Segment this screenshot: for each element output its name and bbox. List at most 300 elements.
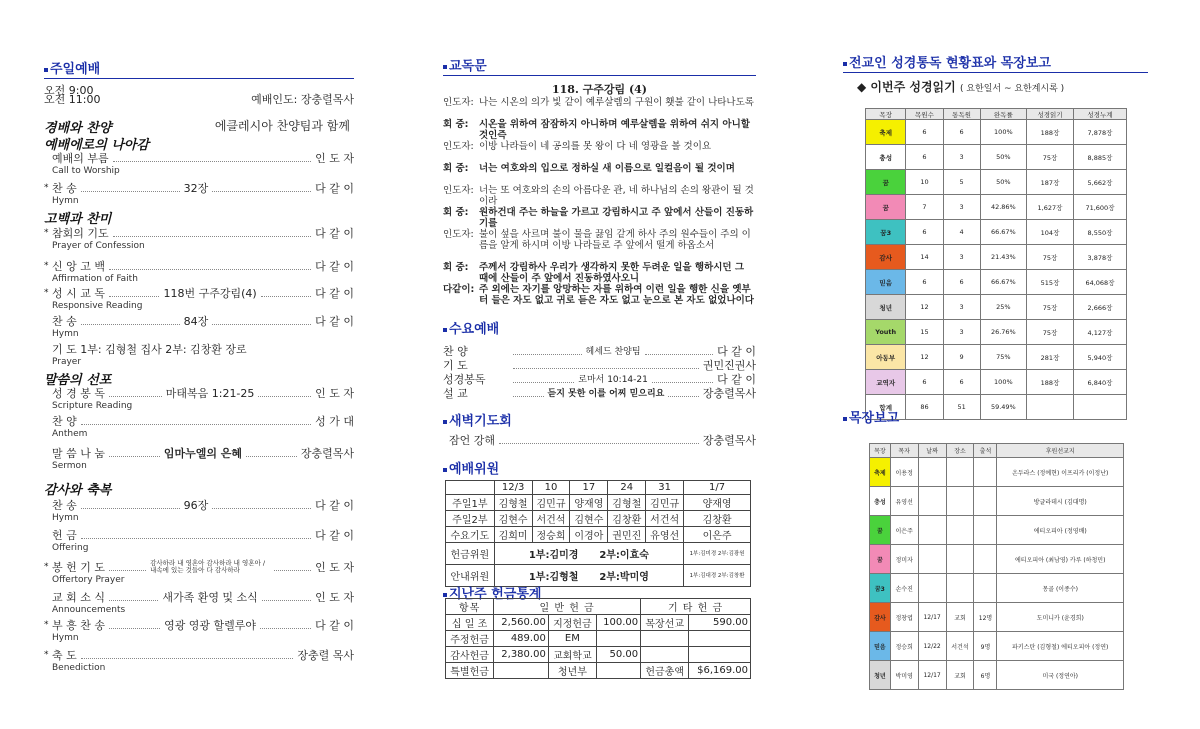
standing-mark: *: [44, 649, 49, 660]
offering-head: 항목: [446, 599, 494, 615]
table-head: 후원선교지: [997, 444, 1124, 458]
responsive-line: [443, 142, 756, 153]
order-detail: 32장: [183, 181, 209, 195]
group-name: 합계: [866, 395, 906, 420]
group-name: 아동부: [866, 345, 906, 370]
committee-cell: 김창환: [608, 511, 646, 527]
table-cell: 4,127장: [1073, 320, 1126, 345]
committee-head: [446, 481, 495, 495]
order-item: [44, 225, 354, 240]
group-name: 교역자: [866, 370, 906, 395]
table-cell: 12: [906, 345, 943, 370]
order-label: 찬 송: [52, 181, 77, 195]
table-cell: 손수진: [890, 574, 918, 603]
offering-cell: 청년부: [548, 663, 596, 679]
table-cell: 187장: [1027, 170, 1074, 195]
offering-cell: $6,169.00: [689, 663, 751, 679]
table-cell: [918, 516, 946, 545]
order-item: [44, 313, 354, 328]
table-cell: 에티오피아 (최남영) 카루 (하청민): [997, 545, 1124, 574]
order-detail: 새가족 환영 및 소식: [162, 590, 258, 604]
group-name: Youth: [866, 320, 906, 345]
wed-detail: 헤세드 찬양팀: [585, 347, 641, 357]
group-name: 감사: [866, 245, 906, 270]
order-detail: 감사하라 내 영혼아 감사하라 내 영혼아 / 내속에 있는 것들아 다 감사하라: [150, 558, 268, 574]
offering-cell: [689, 631, 751, 647]
table-cell: 6,840장: [1073, 370, 1126, 395]
table-head: 성경읽기: [1027, 109, 1074, 120]
committee-cell: 권민진: [608, 527, 646, 543]
speaker: 회 중:: [443, 119, 469, 130]
order-label: 헌 금: [52, 528, 77, 542]
table-cell: 3: [943, 195, 980, 220]
section-title-offering: 지난주 헌금통계: [443, 583, 743, 603]
table-cell: 7: [906, 195, 943, 220]
committee-cell: 김현수: [570, 511, 608, 527]
responsive-line: [443, 208, 756, 229]
order-label: 찬 송: [52, 498, 77, 512]
order-english: Hymn: [52, 633, 79, 643]
section-title-wednesday: 수요예배: [443, 318, 743, 338]
responsive-line: [443, 285, 756, 306]
standing-mark: *: [44, 287, 49, 298]
speaker: 회 중:: [443, 163, 469, 174]
table-cell: 10: [906, 170, 943, 195]
order-english: Responsive Reading: [52, 301, 143, 311]
committee-cell: 정승희: [532, 527, 570, 543]
speaker: 회 중:: [443, 262, 469, 273]
order-label: 성 시 교 독: [52, 286, 105, 300]
table-cell: 100%: [980, 120, 1026, 145]
order-english: Call to Worship: [52, 166, 120, 176]
order-english: Hymn: [52, 513, 79, 523]
speaker: 회 중:: [443, 207, 469, 218]
offering-cell: 100.00: [596, 615, 640, 631]
group-name: 축제: [866, 120, 906, 145]
order-label: 신 앙 고 백: [52, 259, 105, 273]
wed-detail: 로마서 10:14-21: [578, 375, 648, 385]
order-english: Scripture Reading: [52, 401, 133, 411]
order-label: 찬 양: [52, 414, 77, 428]
table-cell: 14: [906, 245, 943, 270]
standing-mark: *: [44, 260, 49, 271]
order-person: 다 같 이: [315, 181, 354, 195]
offering-cell: [596, 631, 640, 647]
heading-approach: 예배에로의 나아감: [44, 138, 149, 153]
table-head: 목자: [890, 444, 918, 458]
offering-cell: 지정헌금: [548, 615, 596, 631]
table-cell: 50%: [980, 145, 1026, 170]
table-cell: [974, 516, 997, 545]
table-cell: 12/17: [918, 661, 946, 690]
group-name: 꿈: [866, 195, 906, 220]
table-cell: 6: [906, 145, 943, 170]
table-cell: 6: [943, 120, 980, 145]
committee-cell: 김현수: [494, 511, 532, 527]
group-name: 꿈: [866, 170, 906, 195]
order-item: [44, 617, 354, 632]
table-cell: 51: [943, 395, 980, 420]
wed-label: 설 교: [443, 386, 468, 400]
offering-cell: EM: [548, 631, 596, 647]
table-cell: 75장: [1027, 320, 1074, 345]
table-cell: 4: [943, 220, 980, 245]
table-cell: 3,878장: [1073, 245, 1126, 270]
table-cell: [946, 516, 974, 545]
table-cell: 86: [906, 395, 943, 420]
order-person: 인 도 자: [315, 151, 354, 165]
table-cell: 6: [906, 120, 943, 145]
wed-person: 다 같 이: [717, 344, 756, 358]
table-cell: 25%: [980, 295, 1026, 320]
group-name: 감사: [870, 603, 891, 632]
table-cell: 3: [943, 145, 980, 170]
order-detail: 96장: [183, 498, 209, 512]
group-name: 청년: [866, 295, 906, 320]
order-detail: 영광 영광 할렐루야: [164, 618, 257, 632]
section-title-sunday: 주일예배: [44, 58, 354, 79]
table-cell: 서건석: [946, 632, 974, 661]
responsive-line: [443, 230, 756, 251]
table-cell: 5,662장: [1073, 170, 1126, 195]
order-item: [44, 527, 354, 542]
order-item: [44, 150, 354, 165]
wednesday-row: [443, 385, 756, 400]
speaker: 인도자:: [443, 141, 474, 152]
group-name: 축제: [870, 458, 891, 487]
table-cell: [918, 487, 946, 516]
committee-head: 24: [608, 481, 646, 495]
table-cell: 281장: [1027, 345, 1074, 370]
order-label: 기 도 1부: 김형철 집사 2부: 김창환 장로: [52, 342, 247, 356]
order-item: [44, 445, 354, 460]
standing-mark: *: [44, 182, 49, 193]
offering-head: 기 타 헌 금: [641, 599, 751, 615]
table-cell: 75장: [1027, 245, 1074, 270]
response-text: 이방 나라들이 네 공의를 못 왕이 다 네 영광을 볼 것이요: [479, 141, 712, 152]
table-cell: 박미영: [890, 661, 918, 690]
group-name: 꿈: [870, 516, 891, 545]
order-english: Hymn: [52, 329, 79, 339]
table-cell: 3: [943, 320, 980, 345]
section-title-mokjang: 목장보고: [843, 407, 963, 427]
committee-head: 10: [532, 481, 570, 495]
table-cell: 8,885장: [1073, 145, 1126, 170]
group-name: 꿈3: [870, 574, 891, 603]
table-cell: 12/22: [918, 632, 946, 661]
group-name: 꿈3: [866, 220, 906, 245]
order-person: 다 같 이: [315, 314, 354, 328]
table-cell: 7,878장: [1073, 120, 1126, 145]
order-english: Prayer of Confession: [52, 241, 145, 251]
table-cell: 59.49%: [980, 395, 1026, 420]
committee-cell: 김민규: [532, 495, 570, 511]
table-cell: 6: [906, 270, 943, 295]
order-item: [44, 589, 354, 604]
order-english: Prayer: [52, 357, 82, 367]
committee-head: 1/7: [684, 481, 751, 495]
dawn-row: 잠언 강해 장충렬목사: [449, 433, 756, 447]
table-cell: 미국 (정연아): [997, 661, 1124, 690]
committee-cell: 김희미: [494, 527, 532, 543]
heading-word: 말씀의 선포: [44, 373, 112, 388]
offering-cell: 50.00: [596, 647, 640, 663]
table-cell: [974, 574, 997, 603]
offering-cell: [641, 631, 689, 647]
response-text: 주께서 강림하사 우리가 생각하지 못한 두려운 일을 행하시던 그 때에 산들이 주 앞에서 진동하였사오니: [479, 262, 745, 284]
section-title-committee: 예배위원: [443, 458, 743, 478]
table-cell: [1073, 395, 1126, 420]
reading-title: 118. 구주강림 (4): [551, 83, 648, 96]
wed-person: 권민진권사: [702, 358, 756, 372]
section-title-dawn: 새벽기도회: [443, 410, 743, 430]
order-person: 다 같 이: [315, 528, 354, 542]
standing-mark: *: [44, 227, 49, 238]
table-cell: [946, 574, 974, 603]
section-title-bible: 전교인 성경통독 현황표와 목장보고: [843, 52, 1148, 73]
table-cell: 방글라데시 (김대명): [997, 487, 1124, 516]
standing-mark: *: [44, 619, 49, 630]
offering-cell: 2,380.00: [494, 647, 549, 663]
table-cell: 이은주: [890, 516, 918, 545]
wed-person: 다 같 이: [717, 372, 756, 386]
group-name: 청년: [870, 661, 891, 690]
table-cell: 6명: [974, 661, 997, 690]
order-person: 인 도 자: [315, 590, 354, 604]
table-cell: [974, 545, 997, 574]
weekly-reading-heading: ◆ 이번주 성경읽기 ( 요한일서 ~ 요한계시록 ): [857, 80, 1065, 94]
offering-cell: 주정헌금: [446, 631, 494, 647]
bible-reading-table: [865, 108, 1127, 420]
mokjang-report-table: [869, 443, 1124, 690]
order-english: Announcements: [52, 605, 126, 615]
committee-cell: 수요기도: [446, 527, 495, 543]
table-cell: 교회: [946, 603, 974, 632]
order-item: [44, 413, 354, 428]
speaker: 다같이:: [443, 284, 475, 295]
order-detail: 84장: [183, 314, 209, 328]
order-english: Benediction: [52, 663, 106, 673]
table-cell: 188장: [1027, 120, 1074, 145]
table-cell: [974, 458, 997, 487]
table-head: 목장: [866, 109, 906, 120]
order-person: 장충렬 목사: [297, 648, 354, 662]
response-text: 나는 시온의 의가 빛 같이 예루살렘의 구원이 횃불 같이 나타나도록: [479, 97, 754, 108]
order-item: [44, 647, 354, 662]
table-cell: 12/17: [918, 603, 946, 632]
responsive-line: [443, 263, 756, 284]
offering-cell: 교회학교: [548, 647, 596, 663]
diamond-icon: ◆: [857, 80, 867, 94]
order-label: 예배의 부름: [52, 151, 109, 165]
order-label: 부 흥 찬 송: [52, 618, 105, 632]
responsive-line: [443, 120, 756, 141]
table-cell: [918, 545, 946, 574]
offering-table: [445, 598, 751, 679]
table-cell: 3: [943, 295, 980, 320]
table-head: 장소: [946, 444, 974, 458]
time-1: 오전 9:00: [44, 83, 94, 97]
committee-head: 17: [570, 481, 608, 495]
table-cell: 104장: [1027, 220, 1074, 245]
responsive-line: [443, 98, 756, 109]
offering-cell: 2,560.00: [494, 615, 549, 631]
table-cell: 75%: [980, 345, 1026, 370]
order-person: 다 같 이: [315, 259, 354, 273]
table-cell: 66.67%: [980, 270, 1026, 295]
table-cell: 이용정: [890, 458, 918, 487]
order-item: [44, 180, 354, 195]
order-person: 다 같 이: [315, 618, 355, 632]
table-cell: 6: [943, 270, 980, 295]
table-cell: 12: [906, 295, 943, 320]
order-label: 성 경 봉 독: [52, 386, 105, 400]
table-cell: 21.43%: [980, 245, 1026, 270]
table-cell: [946, 545, 974, 574]
table-cell: 64,068장: [1073, 270, 1126, 295]
committee-role: 헌금위원: [446, 543, 495, 565]
wed-detail: 듣지 못한 이를 어찌 믿으리요: [547, 389, 665, 399]
table-cell: 5: [943, 170, 980, 195]
table-head: 통독원: [943, 109, 980, 120]
response-text: 너는 여호와의 입으로 정하실 새 이름으로 일컬음이 될 것이며: [479, 163, 735, 174]
service-leader: 예배인도: 장충렬목사: [251, 93, 354, 106]
committee-cell: 주일2부: [446, 511, 495, 527]
table-cell: 75장: [1027, 145, 1074, 170]
table-cell: 12명: [974, 603, 997, 632]
order-label: 참회의 기도: [52, 226, 109, 240]
committee-members: 1부:김형철 2부:박미영: [494, 565, 683, 587]
committee-note: 1부:김미경 2부:김광원: [684, 543, 751, 565]
heading-thanks: 감사와 축복: [44, 483, 112, 498]
table-cell: 100%: [980, 370, 1026, 395]
offering-cell: [494, 663, 549, 679]
order-label: 말 씀 나 눔: [52, 446, 105, 460]
committee-cell: 김형철: [608, 495, 646, 511]
order-english: Anthem: [52, 429, 88, 439]
table-cell: 정승희: [890, 632, 918, 661]
table-cell: 71,600장: [1073, 195, 1126, 220]
offering-cell: 특별헌금: [446, 663, 494, 679]
speaker: 인도자:: [443, 97, 474, 108]
committee-cell: 이은주: [684, 527, 751, 543]
offering-cell: 목장선교: [641, 615, 689, 631]
table-head: 성경누계: [1073, 109, 1126, 120]
table-cell: 교회: [946, 661, 974, 690]
table-cell: 75장: [1027, 295, 1074, 320]
table-cell: [1027, 395, 1074, 420]
committee-cell: 주일1부: [446, 495, 495, 511]
offering-cell: [596, 663, 640, 679]
time-row: 오전 11:00 예배인도: 장충렬목사: [44, 93, 354, 106]
committee-cell: 이경아: [570, 527, 608, 543]
group-name: 충성: [866, 145, 906, 170]
order-item: [44, 341, 354, 356]
order-detail: 임마누엘의 은혜: [163, 446, 243, 460]
table-cell: 6: [906, 220, 943, 245]
order-person: 인 도 자: [315, 386, 355, 400]
response-text: 너는 또 여호와의 손의 아름다운 관, 네 하나님의 손의 왕관이 될 것이라: [479, 185, 754, 207]
table-cell: 50%: [980, 170, 1026, 195]
order-person: 성 가 대: [315, 414, 354, 428]
table-head: 목장: [870, 444, 891, 458]
table-cell: 66.67%: [980, 220, 1026, 245]
order-english: Sermon: [52, 461, 87, 471]
table-cell: 온두라스 (정예현) 이프리카 (이정난): [997, 458, 1124, 487]
order-detail: 마태복음 1:21-25: [165, 386, 255, 400]
response-text: 주 외에는 자기를 앙망하는 자를 위하여 이런 일을 행한 신을 옛부터 들은 자도 없고 귀로 듣은 자도 없고 눈으로 본 자도 없었나이다: [479, 284, 754, 306]
speaker: 인도자:: [443, 185, 474, 196]
table-cell: 188장: [1027, 370, 1074, 395]
group-name: 꿈: [870, 545, 891, 574]
committee-role: 안내위원: [446, 565, 495, 587]
committee-head: 12/3: [494, 481, 532, 495]
wed-label: 기 도: [443, 358, 468, 372]
order-label: 봉 헌 기 도: [52, 560, 105, 574]
table-head: 날짜: [918, 444, 946, 458]
order-person: 다 같 이: [315, 286, 354, 300]
committee-cell: 유영선: [646, 527, 684, 543]
table-cell: 5,940장: [1073, 345, 1126, 370]
responsive-line: [443, 164, 756, 175]
table-head: 목원수: [906, 109, 943, 120]
committee-cell: 김형철: [494, 495, 532, 511]
committee-cell: 서건석: [532, 511, 570, 527]
wed-label: 찬 양: [443, 344, 468, 358]
order-label: 찬 송: [52, 314, 77, 328]
order-english: Hymn: [52, 196, 79, 206]
table-cell: 15: [906, 320, 943, 345]
table-cell: 정미자: [890, 545, 918, 574]
order-label: 교 회 소 식: [52, 590, 105, 604]
standing-mark: *: [44, 561, 49, 572]
wed-person: 장충렬목사: [702, 386, 757, 400]
order-person: 다 같 이: [315, 226, 354, 240]
order-person: 인 도 자: [315, 560, 354, 574]
order-english: Offering: [52, 543, 89, 553]
order-english: Affirmation of Faith: [52, 274, 138, 284]
table-cell: 정창엽: [890, 603, 918, 632]
table-cell: 2,666장: [1073, 295, 1126, 320]
order-detail: 118번 구주강림(4): [163, 286, 257, 300]
group-name: 충성: [870, 487, 891, 516]
wed-label: 성경봉독: [443, 372, 486, 386]
praise-team: 에클레시아 찬양팀과 함께: [214, 119, 350, 133]
offering-cell: 헌금총액: [641, 663, 689, 679]
table-cell: [946, 487, 974, 516]
committee-cell: 김창환: [684, 511, 751, 527]
table-cell: 파키스탄 (김형철) 에티오피아 (정연): [997, 632, 1124, 661]
table-cell: 515장: [1027, 270, 1074, 295]
committee-cell: 양재영: [684, 495, 751, 511]
response-text: 불이 섶을 사르며 불이 물을 끓임 같게 하사 주의 원수들이 주의 이름을 알게 하시며 이방 나라들로 주 앞에서 떨게 하옵소서: [479, 229, 751, 251]
committee-cell: 김민규: [646, 495, 684, 511]
table-head: 출석: [974, 444, 997, 458]
group-name: 믿음: [866, 270, 906, 295]
order-item: [44, 497, 354, 512]
committee-members: 1부:김미경 2부:이효숙: [494, 543, 683, 565]
responsive-line: [443, 186, 756, 207]
table-cell: 9명: [974, 632, 997, 661]
table-cell: 26.76%: [980, 320, 1026, 345]
response-text: 원하건대 주는 하늘을 가르고 강림하시고 주 앞에서 산들이 진동하기를: [479, 207, 754, 229]
order-item: [44, 559, 354, 574]
table-cell: 8,550장: [1073, 220, 1126, 245]
group-name: 믿음: [870, 632, 891, 661]
offering-cell: [689, 647, 751, 663]
order-label: 축 도: [52, 648, 77, 662]
speaker: 인도자:: [443, 229, 474, 240]
